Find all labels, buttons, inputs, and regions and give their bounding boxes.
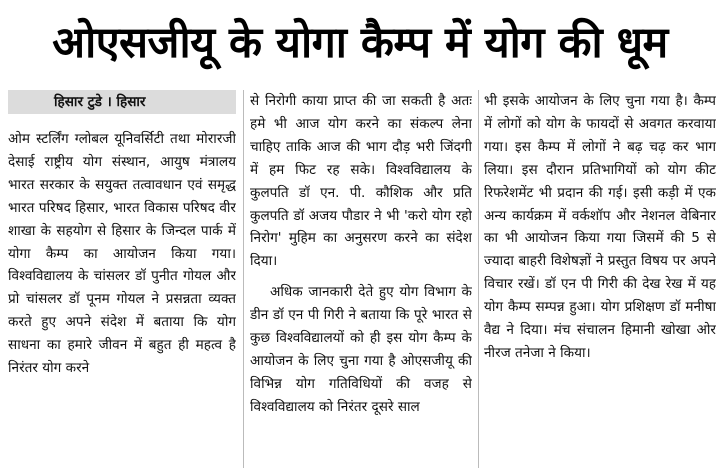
- column-2-text: से निरोगी काया प्राप्त की जा सकती है अतः हमे भी आज योग करने का संकल्प लेना चाहिए ताकि आज की भाग दौड़ भरी जिंदगी में हम फिट रह सके। विश्वविद्यालय के कुलपति डॉ एन. पी. कौशिक और प्रति कुलपति डॉ अजय पौडार ने भी 'करो योग रहो निरोग' मुहिम का अनुसरण करने का संदेश दिया।: [250, 93, 472, 270]
- article-column-2: [250, 90, 472, 468]
- column-2-text-2: अधिक जानकारी देते हुए योग विभाग के डीन डॉ एन पी गिरी ने बताया कि पूरे भारत से कुछ विश्वविद्यालयों को ही इस योग कैम्प के आयोजन के लिए चुना गया है ओएसजीयू की विभिन्न योग गतिविधियों की वजह से विश्वविद्यालय को निरंतर दूसरे साल: [250, 284, 472, 415]
- article-headline: ओएसजीयू के योगा कैम्प में योग की धूम: [52, 17, 668, 68]
- column-1-text: ओम स्टर्लिंग ग्लोबल यूनिवर्सिटी तथा मोरारजी देसाई राष्ट्रीय योग संस्थान, आयुष मंत्रालय भारत सरकार के सयुक्त तत्वावधान एवं समृद्ध भारत परिषद हिसार, भारत विकास परिषद वीर शाखा के सहयोग से हिसार के जिन्दल पार्क में योगा कैम्प का आयोजन किया गया। विश्वविद्यालय के चांसलर डॉ पुनीत गोयल और प्रो चांसलर डॉ पूनम गोयल ने प्रसन्नता व्यक्त करते हुए अपने संदेश में बताया कि योग साधना का हमारे जीवन में बहुत ही महत्व है निरंतर योग करने: [8, 131, 236, 377]
- column-divider: [243, 90, 244, 468]
- article-byline: हिसार टुडे । हिसार: [8, 90, 236, 114]
- column-3-text: भी इसके आयोजन के लिए चुना गया है। कैम्प में लोगों को योग के फायदों से अवगत करवाया गया। इस कैम्प में लोगों ने बढ़ चढ़ कर भाग लिया। इस दौरान प्रतिभागियों को योग कीट रिफरेशमेंट भी प्रदान की गई। इसी कड़ी में एक अन्य कार्यक्रम में वर्कशॉप और नेशनल वेबिनार का भी आयोजन किया गया जिसमें की 5 से ज्यादा बाहरी विशेषज्ञों ने प्रस्तुत विषय पर अपने विचार रखें। डॉ एन पी गिरी की देख रेख में यह योग कैम्प सम्पन्न हुआ। योग प्रशिक्षण डॉ मनीषा वैद्य ने दिया। मंच संचालन हिमानी खोखा ओर नीरज तनेजा ने किया।: [484, 93, 716, 361]
- column-divider: [478, 90, 479, 468]
- article-column-3: [484, 90, 716, 468]
- article-column-1: [8, 90, 236, 468]
